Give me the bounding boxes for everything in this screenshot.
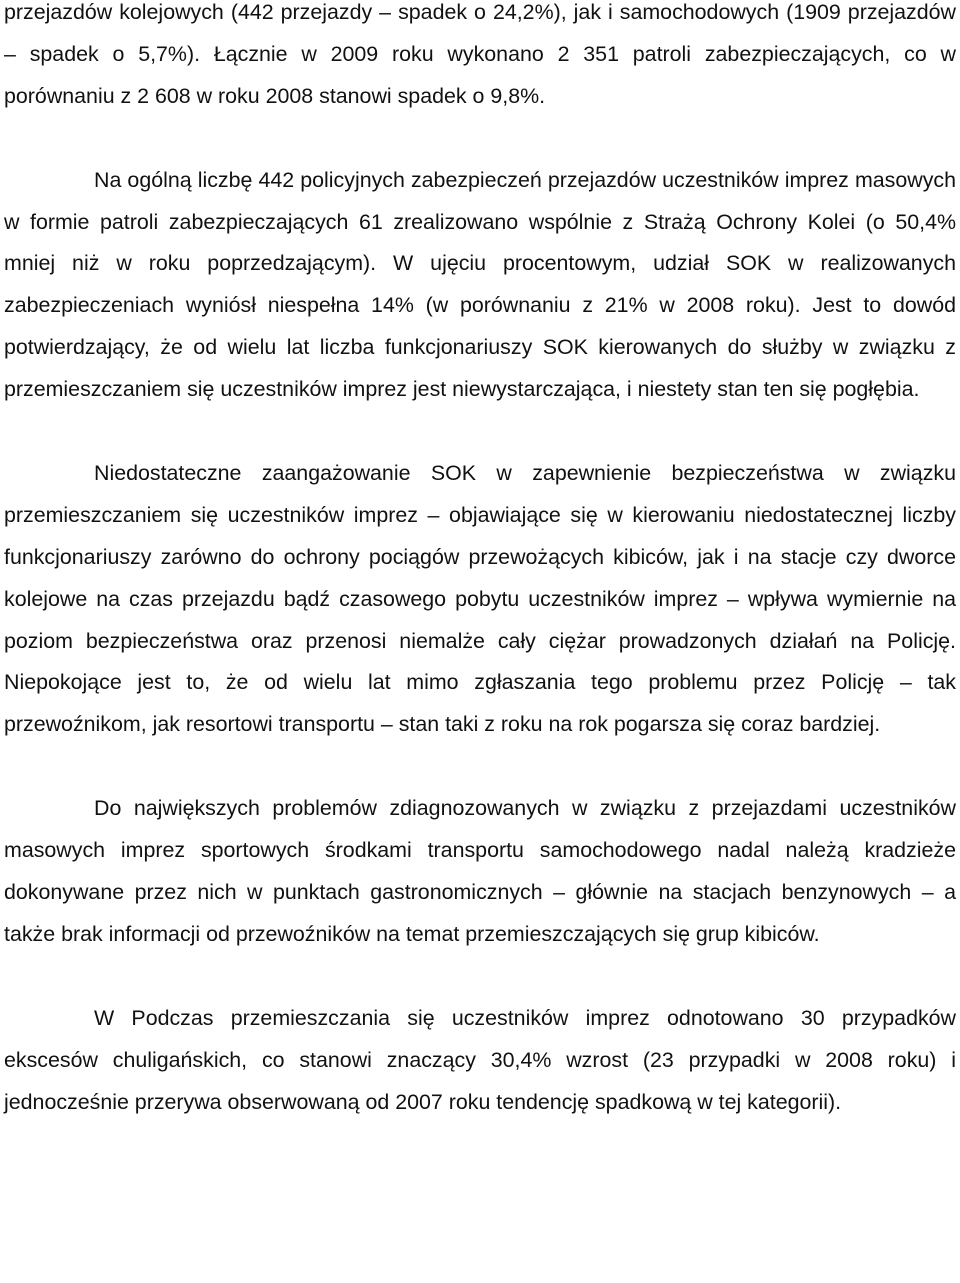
document-page: [4, 0, 956, 1123]
paragraph-sok-insufficient-involvement: Niedostateczne zaangażowanie SOK w zapewnienie bezpieczeństwa w związku przemieszczaniem się uczestników imprez – objawiające się w kierowaniu niedostatecznej liczby funkcjonariuszy zarówno do ochrony pociągów przewożących kibiców, jak i na stacje czy dworce kolejowe na czas przejazdu bądź czasowego pobytu uczestników imprez – wpływa wymiernie na poziom bezpieczeństwa oraz przenosi niemalże cały ciężar prowadzonych działań na Policję. Niepokojące jest to, że od wielu lat mimo zgłaszania tego problemu przez Policję – tak przewoźnikom, jak resortowi transportu – stan taki z roku na rok pogarsza się coraz bardziej.: [4, 460, 956, 737]
paragraph-hooligan-incidents: W Podczas przemieszczania się uczestników imprez odnotowano 30 przypadków ekscesów chuligańskich, co stanowi znaczący 30,4% wzrost (23 przypadki w 2008 roku) i jednocześnie przerywa obserwowaną od 2007 roku tendencję spadkową w tej kategorii).: [4, 1005, 956, 1114]
paragraph-sok-cooperation: Na ogólną liczbę 442 policyjnych zabezpieczeń przejazdów uczestników imprez masowych w formie patroli zabezpieczających 61 zrealizowano wspólnie z Strażą Ochrony Kolei (o 50,4% mniej niż w roku poprzedzającym). W ujęciu procentowym, udział SOK w realizowanych zabezpieczeniach wyniósł niespełna 14% (w porównaniu z 21% w 2008 roku). Jest to dowód potwierdzający, że od wielu lat liczba funkcjonariuszy SOK kierowanych do służby w związku z przemieszczaniem się uczestników imprez jest niewystarczająca, i niestety stan ten się pogłębia.: [4, 167, 956, 402]
paragraph-continuation: przejazdów kolejowych (442 przejazdy – spadek o 24,2%), jak i samochodowych (1909 przejazdów – spadek o 5,7%). Łącznie w 2009 roku wykonano 2 351 patroli zabezpieczających, co w porównaniu z 2 608 w roku 2008 stanowi spadek o 9,8%.: [4, 0, 956, 108]
paragraph-road-transport-problems: Do największych problemów zdiagnozowanych w związku z przejazdami uczestników masowych imprez sportowych środkami transportu samochodowego nadal należą kradzieże dokonywane przez nich w punktach gastronomicznych – głównie na stacjach benzynowych – a także brak informacji od przewoźników na temat przemieszczających się grup kibiców.: [4, 796, 956, 946]
